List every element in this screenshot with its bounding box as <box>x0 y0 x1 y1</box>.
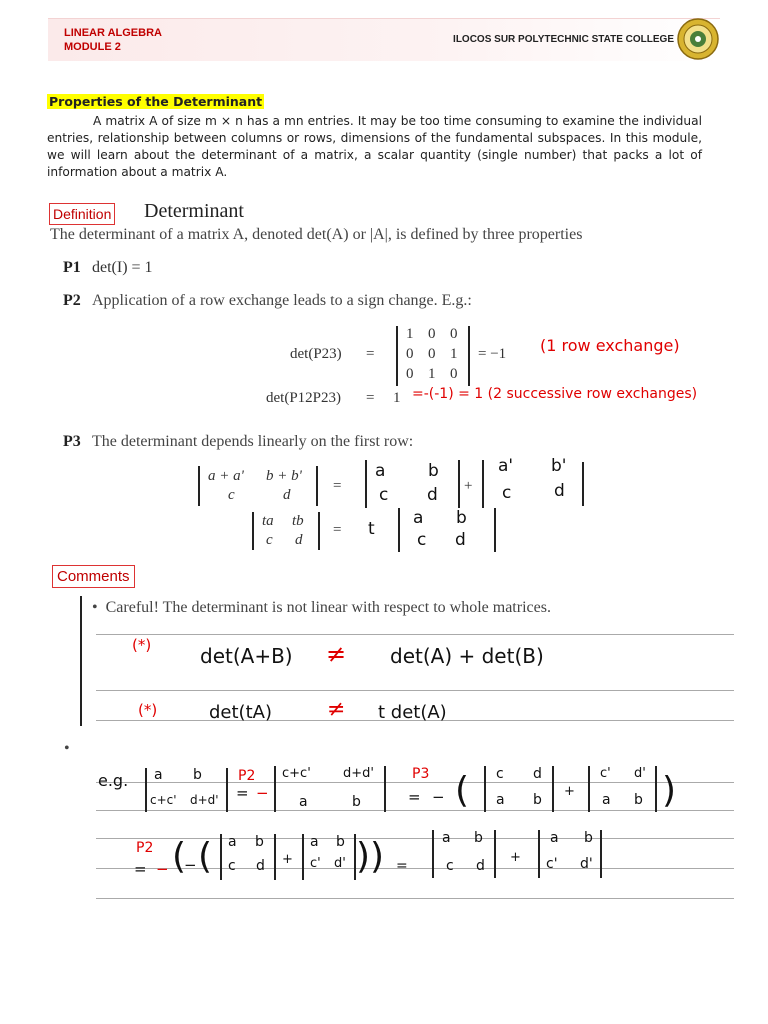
institution-name: ILOCOS SUR POLYTECHNIC STATE COLLEGE <box>453 34 674 45</box>
matrix-cell: c <box>496 766 504 782</box>
det-bar <box>220 834 222 880</box>
plus-sign: + <box>464 478 473 494</box>
matrix-cell: 0 <box>406 366 414 382</box>
matrix-cell: c' <box>310 856 321 871</box>
det-bar <box>552 766 554 812</box>
det-bar <box>198 466 200 506</box>
ruled-line <box>96 838 734 839</box>
minus-sign: − <box>256 784 269 802</box>
matrix-cell: c <box>228 858 236 874</box>
open-paren: ( <box>198 836 213 877</box>
matrix-cell: d <box>256 858 265 874</box>
matrix-cell: c+c' <box>150 793 177 807</box>
det-bar <box>226 768 228 812</box>
matrix-cell: d+d' <box>343 766 374 781</box>
ruled-line <box>96 690 734 691</box>
matrix-cell: c <box>446 858 454 874</box>
matrix-cell: b <box>474 830 483 846</box>
page-header <box>48 18 720 61</box>
course-title: LINEAR ALGEBRA <box>64 27 162 39</box>
intro-paragraph <box>47 113 702 181</box>
handwritten-lhs-2: det(tA) <box>209 702 272 723</box>
p1-label: P1 <box>63 259 81 276</box>
minus-sign: − <box>156 860 169 878</box>
page-title: Properties of the Determinant <box>49 94 263 109</box>
mark-asterisk-2: (*) <box>138 701 158 719</box>
p2-eq2-lhs: det(P12P23) <box>266 390 341 406</box>
det-bar <box>538 830 540 878</box>
p1-text: det(I) = 1 <box>92 259 153 276</box>
matrix-cell: c <box>228 487 235 503</box>
matrix-cell: c <box>379 485 389 505</box>
matrix-bar-right <box>468 326 470 386</box>
matrix-cell: b <box>584 830 593 846</box>
matrix-cell: 0 <box>428 346 436 362</box>
det-bar <box>398 508 400 552</box>
scalar-t: t <box>368 519 375 539</box>
matrix-cell: a' <box>498 456 514 476</box>
handwritten-lhs-1: det(A+B) <box>200 644 293 668</box>
matrix-cell: d <box>283 487 291 503</box>
p2-label: P2 <box>63 292 81 309</box>
matrix-cell: c <box>502 483 512 503</box>
matrix-cell: a <box>602 792 611 808</box>
plus-sign: + <box>510 850 521 865</box>
matrix-cell: a <box>228 834 237 850</box>
matrix-cell: b' <box>551 456 567 476</box>
matrix-cell: b <box>428 461 439 481</box>
equals-sign: = <box>408 788 421 806</box>
comments-tag: Comments <box>52 565 135 588</box>
matrix-cell: 0 <box>428 326 436 342</box>
matrix-cell: a <box>442 830 451 846</box>
det-bar <box>318 512 320 550</box>
handwritten-rhs-2: t det(A) <box>378 702 447 723</box>
ruled-line <box>96 634 734 635</box>
definition-text: The determinant of a matrix A, denoted det(A) or |A|, is defined by three properties <box>50 226 583 243</box>
close-paren: ) <box>662 770 677 811</box>
minus-sign: − <box>184 856 197 874</box>
matrix-cell: c' <box>546 856 558 872</box>
matrix-cell: a <box>154 767 163 783</box>
matrix-cell: a <box>496 792 505 808</box>
college-seal-icon <box>676 17 720 61</box>
equals-sign: = <box>236 784 249 802</box>
comment-bullet-1: • Careful! The determinant is not linear with respect to whole matrices. <box>92 599 551 616</box>
matrix-cell: b + b' <box>266 468 302 484</box>
close-paren: )) <box>356 836 385 877</box>
ruled-line <box>96 810 734 811</box>
p2-note-1: (1 row exchange) <box>540 336 680 355</box>
eg-p3-mark: P3 <box>412 766 430 782</box>
definition-tag: Definition <box>49 203 115 225</box>
equals-sign: = <box>333 522 342 538</box>
p3-text: The determinant depends linearly on the first row: <box>92 433 414 450</box>
matrix-cell: a <box>299 794 308 810</box>
matrix-cell: a <box>550 830 559 846</box>
matrix-cell: b <box>352 794 361 810</box>
matrix-cell: d' <box>634 766 646 781</box>
plus-sign: + <box>564 784 575 799</box>
p2-text: Application of a row exchange leads to a sign change. E.g.: <box>92 292 472 309</box>
matrix-cell: 1 <box>428 366 436 382</box>
det-bar <box>145 768 147 812</box>
p3-label: P3 <box>63 433 81 450</box>
matrix-cell: 0 <box>450 366 458 382</box>
mark-asterisk-1: (*) <box>132 636 152 654</box>
matrix-cell: d <box>295 532 303 548</box>
det-bar <box>252 512 254 550</box>
matrix-cell: d <box>533 766 542 782</box>
det-bar <box>458 460 460 508</box>
intro-text: A matrix A of size m × n has a mn entries. It may be too time consuming to examine the individual entries, relationship between columns or rows, dimensions of the fundamental subspaces. In this module, we will learn about the determinant of a matrix, a scalar quantity (single number) that packs a lot of information about a matrix A. <box>47 114 702 179</box>
p2-note-2: =-(-1) = 1 (2 successive row exchanges) <box>412 386 698 402</box>
matrix-cell: d <box>427 485 438 505</box>
matrix-cell: 1 <box>450 346 458 362</box>
plus-sign: + <box>282 852 293 867</box>
matrix-cell: a <box>413 508 424 528</box>
course-module <box>64 26 162 54</box>
eg-p2-mark: P2 <box>238 768 256 784</box>
matrix-cell: d' <box>334 856 346 871</box>
matrix-cell: 0 <box>450 326 458 342</box>
minus-sign: − <box>432 788 445 806</box>
matrix-cell: c+c' <box>282 766 311 781</box>
det-bar <box>494 508 496 552</box>
det-bar <box>365 460 367 508</box>
matrix-cell: b <box>193 767 202 783</box>
p2-eq1-equals: = <box>366 346 375 362</box>
open-paren: ( <box>455 770 470 811</box>
ruled-line <box>96 782 734 783</box>
matrix-cell: b <box>533 792 542 808</box>
matrix-cell: tb <box>292 513 304 529</box>
p2-eq1-rhs: = −1 <box>478 346 507 362</box>
module-title: MODULE 2 <box>64 41 121 53</box>
not-equal-1: ≠ <box>326 640 347 668</box>
comment-margin-bar <box>80 596 82 726</box>
handwritten-rhs-1: det(A) + det(B) <box>390 644 544 668</box>
matrix-cell: b <box>456 508 467 528</box>
comment-text-1: Careful! The determinant is not linear with respect to whole matrices. <box>105 599 551 616</box>
det-bar <box>384 766 386 812</box>
eg-label: e.g. <box>98 771 129 790</box>
det-bar <box>484 766 486 812</box>
det-bar <box>432 830 434 878</box>
matrix-cell: d <box>554 481 565 501</box>
matrix-cell: a <box>375 461 386 481</box>
equals-sign: = <box>134 860 147 878</box>
det-bar <box>588 766 590 812</box>
matrix-cell: b <box>634 792 643 808</box>
eg-p2-mark-2: P2 <box>136 840 154 856</box>
definition-heading: Determinant <box>144 200 244 222</box>
det-bar <box>655 766 657 812</box>
not-equal-2: ≠ <box>327 697 346 722</box>
matrix-cell: a + a' <box>208 468 244 484</box>
matrix-cell: b <box>336 834 345 850</box>
matrix-cell: 0 <box>406 346 414 362</box>
det-bar <box>274 766 276 812</box>
det-bar <box>582 462 584 506</box>
equals-sign: = <box>396 858 408 874</box>
matrix-cell: c' <box>600 766 611 781</box>
det-bar <box>482 460 484 508</box>
equals-sign: = <box>333 478 342 494</box>
det-bar <box>274 834 276 880</box>
det-bar <box>494 830 496 878</box>
p2-eq1-lhs: det(P23) <box>290 346 342 362</box>
matrix-cell: 1 <box>406 326 414 342</box>
p2-eq2-rhs: 1 <box>393 390 401 406</box>
matrix-cell: c <box>417 530 427 550</box>
matrix-cell: d+d' <box>190 793 219 807</box>
ruled-line <box>96 898 734 899</box>
matrix-cell: d' <box>580 856 593 872</box>
det-bar <box>600 830 602 878</box>
matrix-cell: c <box>266 532 273 548</box>
p2-eq2-equals: = <box>366 390 375 406</box>
matrix-cell: d <box>455 530 466 550</box>
matrix-bar-left <box>396 326 398 386</box>
matrix-cell: a <box>310 834 319 850</box>
det-bar <box>302 834 304 880</box>
matrix-cell: b <box>255 834 264 850</box>
det-bar <box>316 466 318 506</box>
empty-bullet: • <box>64 740 70 757</box>
matrix-cell: ta <box>262 513 274 529</box>
matrix-cell: d <box>476 858 485 874</box>
open-paren: ( <box>172 836 187 877</box>
